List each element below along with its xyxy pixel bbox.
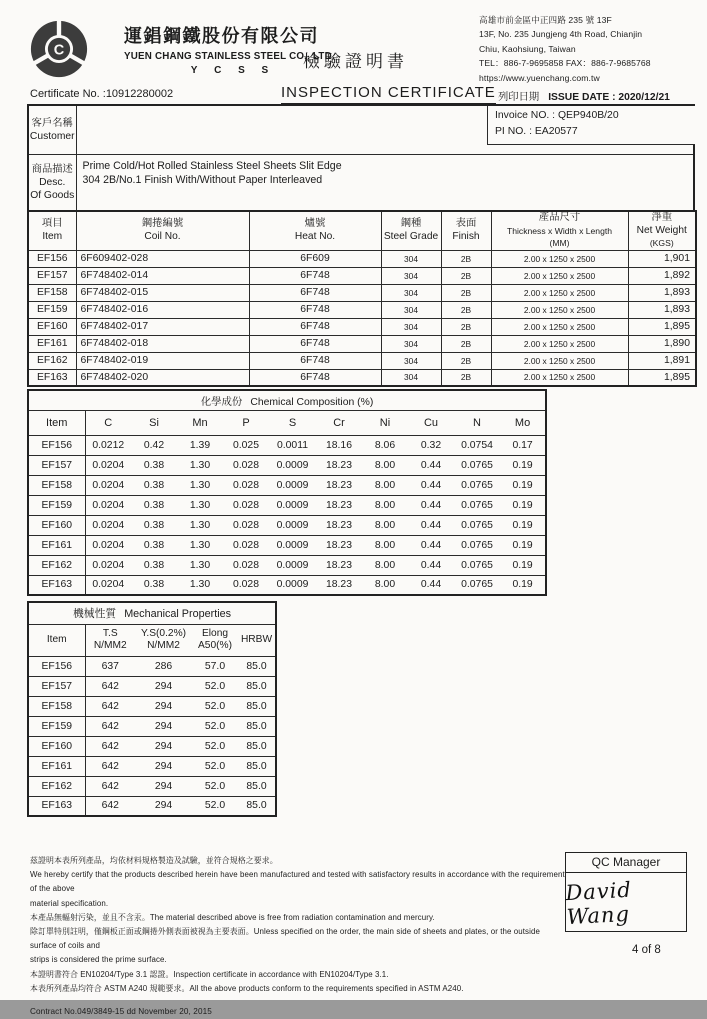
table-cell: 52.0 [192, 776, 238, 796]
table-cell: 18.23 [316, 495, 362, 515]
table-cell: 0.44 [408, 575, 454, 595]
doc-title-en: INSPECTION CERTIFICATE [281, 84, 496, 105]
table-cell: 85.0 [238, 696, 276, 716]
table-cell: 6F609402-028 [76, 250, 249, 267]
table-cell: 2B [441, 250, 491, 267]
table-cell: 0.0754 [454, 435, 500, 455]
table-cell: 8.00 [362, 535, 408, 555]
table-cell: 52.0 [192, 796, 238, 816]
table-cell: EF157 [28, 676, 85, 696]
table-cell: 18.23 [316, 555, 362, 575]
table-cell: 0.19 [500, 455, 546, 475]
table-cell: 0.0009 [269, 455, 316, 475]
table-row [28, 555, 546, 575]
table-cell: 0.0765 [454, 495, 500, 515]
table-cell: 0.42 [131, 435, 177, 455]
table-cell: 2B [441, 318, 491, 335]
table-cell: 1,892 [628, 267, 696, 284]
chem-col-p: P [223, 410, 269, 435]
table-cell: 0.0204 [85, 575, 131, 595]
table-cell: 18.23 [316, 535, 362, 555]
mech-col-hrbw: HRBW [238, 624, 276, 656]
chem-col-ni: Ni [362, 410, 408, 435]
description-line1: Prime Cold/Hot Rolled Stainless Steel Sheets Slit Edge [82, 159, 342, 172]
table-cell: 294 [135, 676, 192, 696]
chem-title-row [28, 390, 546, 410]
page-number: 4 of 8 [632, 944, 661, 956]
table-cell: EF156 [28, 656, 85, 676]
table-cell: 1.30 [177, 475, 223, 495]
company-name-cn: 運錩鋼鐵股份有限公司 [124, 26, 319, 46]
description-content [76, 154, 694, 211]
table-cell: 304 [381, 369, 441, 386]
table-cell: 642 [85, 756, 135, 776]
table-row [28, 716, 276, 736]
table-cell: 0.17 [500, 435, 546, 455]
table-cell: 0.0765 [454, 535, 500, 555]
qc-manager-signature: David Wang [564, 877, 633, 930]
table-cell: 2.00 x 1250 x 2500 [491, 335, 628, 352]
table-cell: 637 [85, 656, 135, 676]
table-cell: 18.23 [316, 475, 362, 495]
table-cell: 6F748 [249, 284, 381, 301]
table-cell: 52.0 [192, 736, 238, 756]
table-cell: 85.0 [238, 796, 276, 816]
company-logo [28, 18, 90, 80]
col-item: 項目 Item [28, 211, 76, 250]
table-cell: EF159 [28, 301, 76, 318]
table-cell: 0.38 [131, 515, 177, 535]
table-cell: 2.00 x 1250 x 2500 [491, 318, 628, 335]
table-cell: 0.19 [500, 515, 546, 535]
description-line2: 304 2B/No.1 Finish With/Without Paper Interleaved [82, 173, 323, 186]
table-cell: EF156 [28, 435, 85, 455]
table-cell: 0.19 [500, 475, 546, 495]
table-cell: 2B [441, 284, 491, 301]
table-cell: 2.00 x 1250 x 2500 [491, 352, 628, 369]
table-cell: 0.44 [408, 515, 454, 535]
table-cell: 304 [381, 250, 441, 267]
table-cell: 18.23 [316, 515, 362, 535]
table-row [28, 796, 276, 816]
table-cell: 1.30 [177, 535, 223, 555]
issue-date-value: ISSUE DATE : 2020/12/21 [548, 92, 670, 103]
table-cell: 2B [441, 352, 491, 369]
table-cell: 85.0 [238, 656, 276, 676]
table-row [28, 435, 546, 455]
table-cell: 294 [135, 776, 192, 796]
table-cell: 0.0765 [454, 455, 500, 475]
qc-manager-box [565, 852, 687, 932]
table-cell: 8.00 [362, 555, 408, 575]
table-cell: 0.0212 [85, 435, 131, 455]
table-cell: 1,891 [628, 352, 696, 369]
chem-col-c: C [85, 410, 131, 435]
table-cell: 6F748402-015 [76, 284, 249, 301]
pi-number: PI NO. : EA20577 [495, 126, 578, 137]
table-cell: 1,893 [628, 301, 696, 318]
chem-col-cr: Cr [316, 410, 362, 435]
certificate-number-label: Certificate No. : [30, 88, 106, 100]
note-line: We hereby certify that the products described herein have been manufactured and tested with satisfactory results in accordance with the requirement of the above [30, 870, 565, 894]
table-cell: 0.38 [131, 495, 177, 515]
certificate-number-line [30, 88, 173, 100]
chem-col-si: Si [131, 410, 177, 435]
table-cell: 294 [135, 756, 192, 776]
table-cell: 0.0009 [269, 575, 316, 595]
table-cell: EF156 [28, 250, 76, 267]
table-cell: 6F748402-014 [76, 267, 249, 284]
table-cell: 8.00 [362, 495, 408, 515]
table-cell: 304 [381, 318, 441, 335]
note-line: material specification. [30, 898, 109, 908]
goods-table [27, 210, 697, 387]
table-cell: 0.19 [500, 575, 546, 595]
table-cell: 642 [85, 696, 135, 716]
table-cell: EF163 [28, 369, 76, 386]
table-cell: EF158 [28, 475, 85, 495]
table-cell: 2B [441, 369, 491, 386]
doc-title-cn: 檢驗證明書 [303, 52, 408, 71]
table-row [28, 475, 546, 495]
description-row [28, 154, 694, 211]
table-cell: 2.00 x 1250 x 2500 [491, 267, 628, 284]
col-coil-no: 鋼捲編號 Coil No. [76, 211, 249, 250]
table-cell: 294 [135, 696, 192, 716]
table-row [28, 267, 696, 284]
company-name-en: YUEN CHANG STAINLESS STEEL CO., LTD. [124, 51, 335, 62]
company-address [479, 13, 651, 85]
table-cell: EF163 [28, 575, 85, 595]
issue-date-label-cn: 列印日期 [498, 92, 540, 103]
table-cell: 642 [85, 736, 135, 756]
table-row [28, 515, 546, 535]
table-cell: 294 [135, 736, 192, 756]
table-cell: 6F748402-020 [76, 369, 249, 386]
table-cell: EF157 [28, 267, 76, 284]
table-cell: EF162 [28, 555, 85, 575]
table-cell: 52.0 [192, 696, 238, 716]
table-cell: 1,895 [628, 369, 696, 386]
table-cell: 0.44 [408, 475, 454, 495]
table-row [28, 736, 276, 756]
company-logo-icon [28, 18, 90, 80]
table-cell: 642 [85, 676, 135, 696]
table-cell: 0.0009 [269, 475, 316, 495]
table-row [28, 455, 546, 475]
mech-header-row [28, 624, 276, 656]
table-cell: EF158 [28, 696, 85, 716]
note-line: 茲證明本表所列產品，均依材料規格製造及試驗，並符合規格之要求。 [30, 856, 278, 865]
table-cell: 2.00 x 1250 x 2500 [491, 301, 628, 318]
mech-col-item: Item [28, 624, 85, 656]
table-cell: 0.0765 [454, 475, 500, 495]
note-line: 除訂單特別註明，僅鋼板正面或鋼捲外側表面被視為主要表面。Unless specified on the order, the main side of sheets and plates, or the outside surface of coils and [30, 927, 540, 951]
table-cell: 52.0 [192, 716, 238, 736]
table-cell: 0.028 [223, 535, 269, 555]
table-cell: 0.0765 [454, 555, 500, 575]
description-label: 商品描述 Desc. Of Goods [28, 154, 76, 211]
address-en-line1: 13F, No. 235 Jungjeng 4th Road, Chianjin [479, 29, 643, 40]
table-row [28, 776, 276, 796]
table-cell: 294 [135, 796, 192, 816]
website-link: https://www.yuenchang.com.tw [479, 72, 600, 83]
table-cell: 2.00 x 1250 x 2500 [491, 369, 628, 386]
goods-header-row [28, 211, 696, 250]
table-row [28, 756, 276, 776]
table-cell: 286 [135, 656, 192, 676]
table-cell: 85.0 [238, 716, 276, 736]
tel-fax: TEL：886-7-9695858 FAX：886-7-9685768 [479, 58, 651, 69]
note-line: strips is considered the prime surface. [30, 955, 167, 965]
table-cell: 304 [381, 352, 441, 369]
table-cell: 18.23 [316, 455, 362, 475]
table-cell: 0.025 [223, 435, 269, 455]
issue-date-line [498, 88, 670, 103]
table-row [28, 335, 696, 352]
table-cell: 0.38 [131, 555, 177, 575]
table-cell: EF161 [28, 756, 85, 776]
note-line: 本表所列產品均符合 ASTM A240 規範要求。All the above products conform to the requirements specified in ASTM A240. [30, 983, 464, 993]
table-cell: 0.44 [408, 495, 454, 515]
table-cell: 8.00 [362, 575, 408, 595]
table-cell: 642 [85, 796, 135, 816]
table-cell: 6F748 [249, 267, 381, 284]
table-cell: 6F748 [249, 352, 381, 369]
chem-header-row [28, 410, 546, 435]
table-cell: EF161 [28, 335, 76, 352]
table-cell: EF163 [28, 796, 85, 816]
table-cell: 0.0011 [269, 435, 316, 455]
table-row [28, 676, 276, 696]
table-cell: 0.028 [223, 455, 269, 475]
table-cell: 0.0009 [269, 535, 316, 555]
table-cell: 304 [381, 267, 441, 284]
table-cell: 0.0204 [85, 535, 131, 555]
table-cell: 2B [441, 301, 491, 318]
table-cell: 6F748 [249, 335, 381, 352]
table-cell: EF160 [28, 318, 76, 335]
mech-table-title: 機械性質 Mechanical Properties [28, 602, 276, 624]
table-row [28, 250, 696, 267]
table-cell: 57.0 [192, 656, 238, 676]
table-cell: 1.39 [177, 435, 223, 455]
table-cell: 52.0 [192, 756, 238, 776]
table-cell: 0.0765 [454, 575, 500, 595]
chem-table-title: 化學成份 Chemical Composition (%) [28, 390, 546, 410]
table-cell: 0.028 [223, 495, 269, 515]
chem-col-mn: Mn [177, 410, 223, 435]
table-cell: 6F609 [249, 250, 381, 267]
col-size: 產品尺寸 Thickness x Width x Length (MM) [491, 211, 628, 250]
mech-col-ys: Y.S(0.2%) N/MM2 [135, 624, 192, 656]
table-cell: 1.30 [177, 455, 223, 475]
table-cell: 642 [85, 716, 135, 736]
table-cell: 85.0 [238, 676, 276, 696]
table-cell: EF160 [28, 515, 85, 535]
address-cn: 高雄市前金區中正四路 235 號 13F [479, 15, 612, 25]
chemical-composition-table [27, 389, 547, 596]
table-cell: 642 [85, 776, 135, 796]
note-line: 本產品無輻射污染，並且不含汞。The material described above is free from radiation contamination and mercury. [30, 912, 435, 922]
table-cell: EF159 [28, 716, 85, 736]
table-cell: 0.44 [408, 455, 454, 475]
table-cell: 0.028 [223, 575, 269, 595]
contract-number-line: Contract No.049/3849-15 dd November 20, 2015 [30, 1007, 212, 1017]
certificate-number: 10912280002 [105, 88, 174, 100]
table-cell: 304 [381, 301, 441, 318]
table-cell: EF159 [28, 495, 85, 515]
table-cell: 0.38 [131, 575, 177, 595]
table-cell: 0.0765 [454, 515, 500, 535]
table-cell: 0.028 [223, 475, 269, 495]
table-row [28, 318, 696, 335]
col-heat-no: 爐號 Heat No. [249, 211, 381, 250]
table-cell: EF160 [28, 736, 85, 756]
table-cell: 1.30 [177, 495, 223, 515]
table-cell: 0.0204 [85, 495, 131, 515]
table-cell: 0.38 [131, 455, 177, 475]
address-en-line2: Chiu, Kaohsiung, Taiwan [479, 43, 576, 54]
table-cell: 0.0204 [85, 455, 131, 475]
table-cell: 1.30 [177, 575, 223, 595]
col-steel-grade: 鋼種 Steel Grade [381, 211, 441, 250]
table-cell: 0.19 [500, 535, 546, 555]
table-row [28, 284, 696, 301]
table-cell: 0.0204 [85, 515, 131, 535]
table-cell: EF158 [28, 284, 76, 301]
invoice-number: Invoice NO. : QEP940B/20 [495, 110, 619, 121]
table-cell: 1.30 [177, 515, 223, 535]
table-cell: 0.19 [500, 495, 546, 515]
table-cell: 8.00 [362, 475, 408, 495]
table-cell: 18.16 [316, 435, 362, 455]
table-cell: 1,890 [628, 335, 696, 352]
chem-col-n: N [454, 410, 500, 435]
col-net-weight: 淨重 Net Weight (KGS) [628, 211, 696, 250]
table-cell: 304 [381, 335, 441, 352]
certification-notes [30, 854, 566, 1019]
table-cell: 18.23 [316, 575, 362, 595]
col-finish: 表面 Finish [441, 211, 491, 250]
table-cell: 2B [441, 267, 491, 284]
table-cell: 0.32 [408, 435, 454, 455]
table-row [28, 369, 696, 386]
table-cell: EF162 [28, 352, 76, 369]
table-cell: 85.0 [238, 756, 276, 776]
table-cell: 304 [381, 284, 441, 301]
table-cell: EF162 [28, 776, 85, 796]
table-cell: 52.0 [192, 676, 238, 696]
table-cell: 6F748 [249, 318, 381, 335]
chem-col-mo: Mo [500, 410, 546, 435]
table-cell: 0.0204 [85, 555, 131, 575]
table-row [28, 696, 276, 716]
table-cell: EF161 [28, 535, 85, 555]
chem-col-item: Item [28, 410, 85, 435]
table-row [28, 301, 696, 318]
table-cell: 0.38 [131, 535, 177, 555]
mech-title-row [28, 602, 276, 624]
chem-col-cu: Cu [408, 410, 454, 435]
table-cell: 2B [441, 335, 491, 352]
table-cell: 8.00 [362, 515, 408, 535]
table-cell: 85.0 [238, 776, 276, 796]
table-cell: 0.028 [223, 555, 269, 575]
table-row [28, 495, 546, 515]
table-cell: 2.00 x 1250 x 2500 [491, 284, 628, 301]
qc-manager-title: QC Manager [566, 853, 686, 873]
table-cell: EF157 [28, 455, 85, 475]
table-cell: 6F748402-018 [76, 335, 249, 352]
chem-col-s: S [269, 410, 316, 435]
invoice-box [487, 106, 695, 145]
table-cell: 0.38 [131, 475, 177, 495]
mech-col-ts: T.S N/MM2 [85, 624, 135, 656]
table-row [28, 575, 546, 595]
table-cell: 6F748402-016 [76, 301, 249, 318]
table-cell: 6F748402-017 [76, 318, 249, 335]
table-cell: 6F748 [249, 369, 381, 386]
company-abbr: Y C S S [190, 65, 276, 76]
table-cell: 0.028 [223, 515, 269, 535]
table-cell: 294 [135, 716, 192, 736]
table-cell: 0.0009 [269, 495, 316, 515]
svg-text:C: C [53, 42, 65, 59]
table-cell: 6F748402-019 [76, 352, 249, 369]
mechanical-properties-table [27, 601, 277, 817]
customer-label: 客戶名稱 Customer [28, 105, 76, 154]
table-cell: 0.19 [500, 555, 546, 575]
table-row [28, 352, 696, 369]
mech-col-elong: Elong A50(%) [192, 624, 238, 656]
table-cell: 1,893 [628, 284, 696, 301]
table-cell: 1.30 [177, 555, 223, 575]
table-cell: 1,895 [628, 318, 696, 335]
table-cell: 85.0 [238, 736, 276, 756]
table-cell: 6F748 [249, 301, 381, 318]
table-cell: 0.0009 [269, 515, 316, 535]
table-row [28, 535, 546, 555]
table-cell: 8.00 [362, 455, 408, 475]
table-cell: 0.0204 [85, 475, 131, 495]
note-line: 本證明書符合 EN10204/Type 3.1 認證。Inspection certificate in accordance with EN10204/Type 3.1. [30, 969, 389, 979]
table-cell: 0.44 [408, 535, 454, 555]
table-cell: 0.0009 [269, 555, 316, 575]
table-cell: 1,901 [628, 250, 696, 267]
table-cell: 2.00 x 1250 x 2500 [491, 250, 628, 267]
table-cell: 8.06 [362, 435, 408, 455]
table-cell: 0.44 [408, 555, 454, 575]
table-row [28, 656, 276, 676]
